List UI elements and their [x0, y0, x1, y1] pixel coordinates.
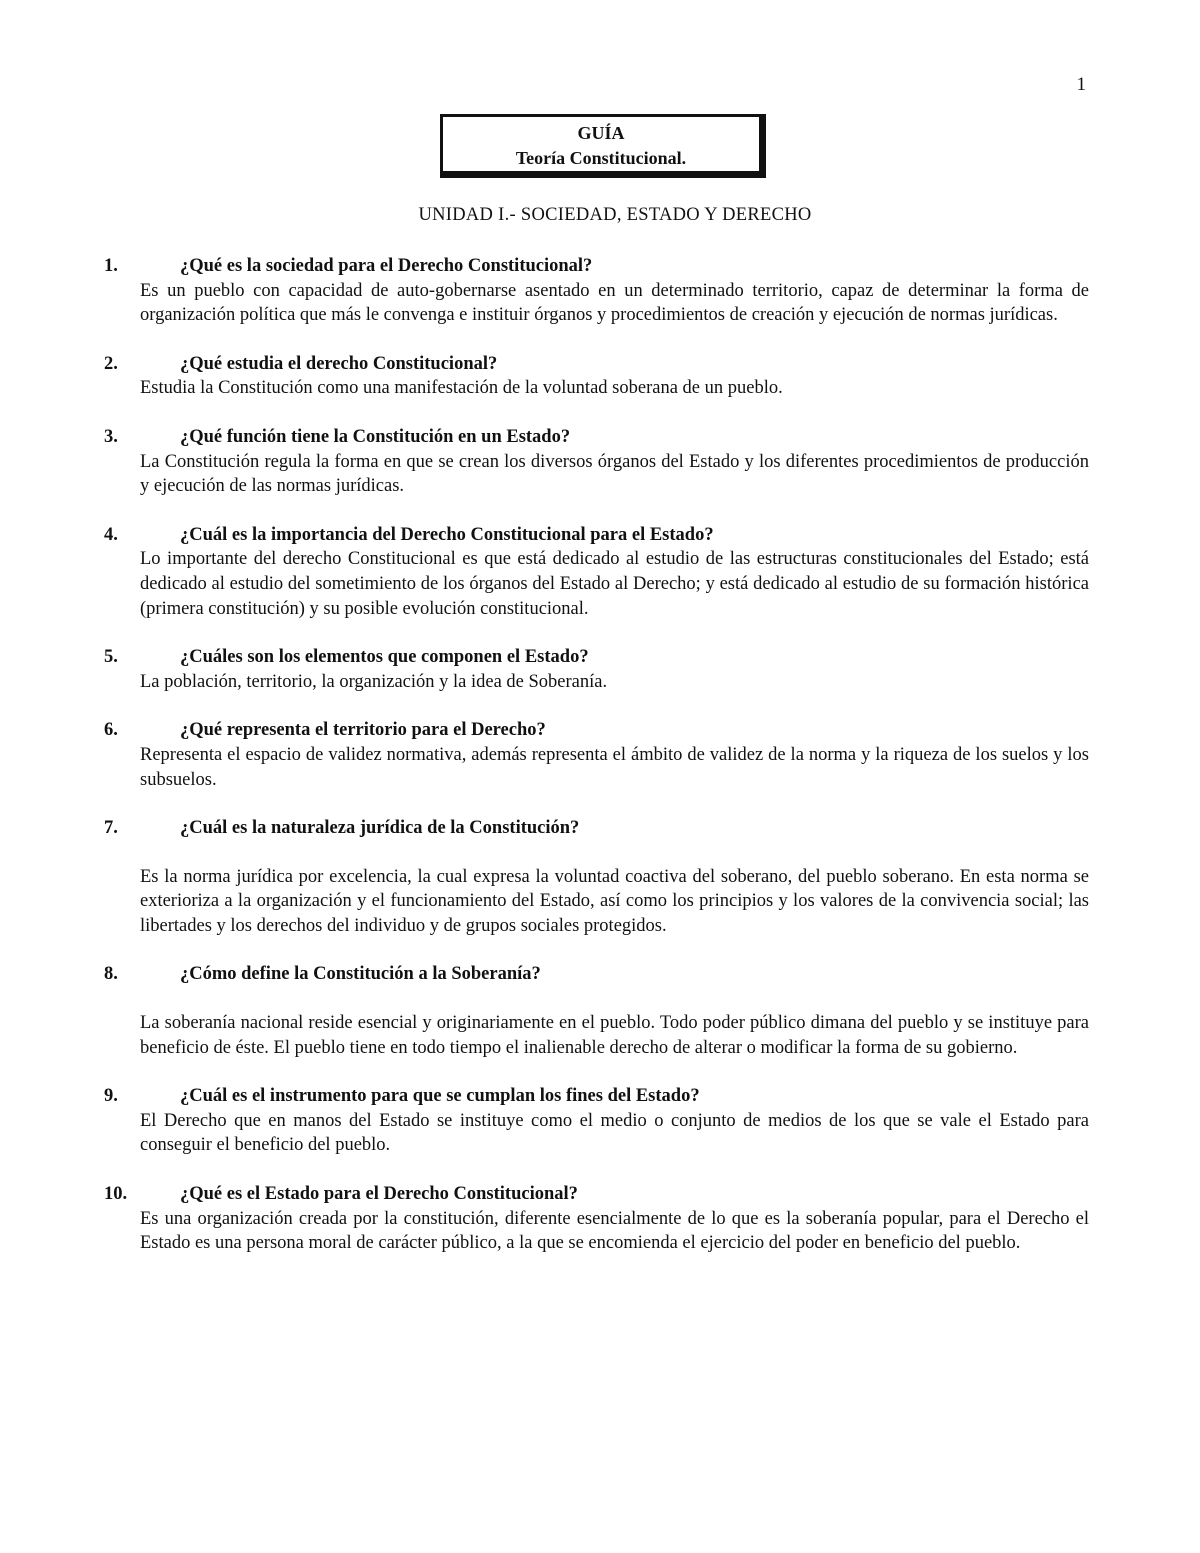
document-title: GUÍA [577, 123, 625, 143]
answer-text: La Constitución regula la forma en que se crean los diversos órganos del Estado y los diferentes procedimientos de producción y ejecución de las normas jurídicas. [140, 451, 1089, 497]
title-box [440, 114, 766, 178]
question-number: 8. [104, 964, 118, 985]
answer-text: Estudia la Constitución como una manifestación de la voluntad soberana de un pueblo. [140, 378, 783, 399]
question-item [104, 523, 1089, 621]
question-item [104, 1084, 1089, 1158]
answer-text: La soberanía nacional reside esencial y originariamente en el pueblo. Todo poder público dimana del pueblo y se instituye para beneficio de éste. El pueblo tiene en todo tiempo el inalienable derecho de alterar o modificar la forma de su gobierno. [140, 1013, 1089, 1058]
question-text: ¿Qué representa el territorio para el Derecho? [180, 720, 546, 741]
question-text: ¿Cuáles son los elementos que componen el Estado? [180, 647, 589, 668]
answer-text: Es un pueblo con capacidad de auto-gobernarse asentado en un determinado territorio, capaz de determinar la forma de organización política que más le convenga e instituir órganos y procedimientos de creación y ejecución de normas jurídicas. [140, 280, 1089, 326]
question-heading [104, 645, 1089, 670]
question-list [104, 254, 1089, 1280]
question-number: 3. [104, 426, 118, 447]
question-number: 5. [104, 647, 118, 668]
question-text: ¿Qué es el Estado para el Derecho Constitucional? [180, 1184, 578, 1205]
answer-text: Representa el espacio de validez normativa, además representa el ámbito de validez de la norma y la riqueza de los suelos y los subsuelos. [140, 744, 1089, 790]
question-item [104, 962, 1089, 1060]
question-text: ¿Qué función tiene la Constitución en un Estado? [180, 426, 571, 447]
question-heading [104, 1084, 1089, 1109]
question-number: 1. [104, 256, 118, 276]
question-heading [104, 718, 1089, 743]
question-heading [104, 425, 1089, 450]
question-text: ¿Qué es la sociedad para el Derecho Constitucional? [180, 256, 593, 276]
question-item [104, 425, 1089, 499]
question-number: 9. [104, 1086, 118, 1107]
question-number: 6. [104, 720, 118, 741]
question-item [104, 352, 1089, 401]
question-item [104, 645, 1089, 694]
question-text: ¿Cómo define la Constitución a la Soberanía? [180, 964, 541, 985]
question-number: 10. [104, 1184, 128, 1205]
question-text: ¿Cuál es el instrumento para que se cumplan los fines del Estado? [180, 1086, 700, 1107]
question-text: ¿Cuál es la naturaleza jurídica de la Constitución? [180, 818, 580, 839]
answer-text: Es la norma jurídica por excelencia, la cual expresa la voluntad coactiva del soberano, del pueblo soberano. En esta norma se exterioriza a la organización y el funcionamiento del Estado, así como los principios y los valores de la convivencia social; las libertades y los derechos del individuo y de grupos sociales protegidos. [140, 866, 1089, 936]
question-heading [104, 254, 1089, 279]
question-heading [104, 816, 1089, 841]
question-heading [104, 962, 1089, 987]
question-item [104, 1182, 1089, 1256]
question-text: ¿Cuál es la importancia del Derecho Constitucional para el Estado? [180, 524, 714, 545]
question-number: 4. [104, 524, 118, 545]
question-heading [104, 1182, 1089, 1207]
question-heading [104, 352, 1089, 377]
answer-text: Lo importante del derecho Constitucional es que está dedicado al estudio de las estructuras constitucionales del Estado; está dedicado al estudio del sometimiento de los órganos del Estado al Derecho; y está dedicado al estudio de su formación histórica (primera constitución) y su posible evolución constitucional. [140, 549, 1089, 619]
document-subtitle: Teoría Constitucional. [515, 148, 687, 168]
question-item [104, 718, 1089, 792]
question-item [104, 254, 1089, 328]
answer-text: Es una organización creada por la constitución, diferente esencialmente de lo que es la soberanía popular, para el Derecho el Estado es una persona moral de carácter público, a la que se encomienda el ejercicio del poder en beneficio del pueblo. [140, 1208, 1089, 1254]
page-number: 1 [1076, 74, 1086, 95]
question-number: 7. [104, 818, 118, 839]
question-heading [104, 523, 1089, 548]
answer-text: El Derecho que en manos del Estado se instituye como el medio o conjunto de medios de los que se vale el Estado para conseguir el beneficio del pueblo. [140, 1110, 1089, 1156]
unit-heading: UNIDAD I.- SOCIEDAD, ESTADO Y DERECHO [418, 205, 812, 225]
answer-text: La población, territorio, la organización y la idea de Soberanía. [140, 671, 608, 692]
question-number: 2. [104, 353, 118, 374]
question-item [104, 816, 1089, 938]
question-text: ¿Qué estudia el derecho Constitucional? [180, 353, 498, 374]
